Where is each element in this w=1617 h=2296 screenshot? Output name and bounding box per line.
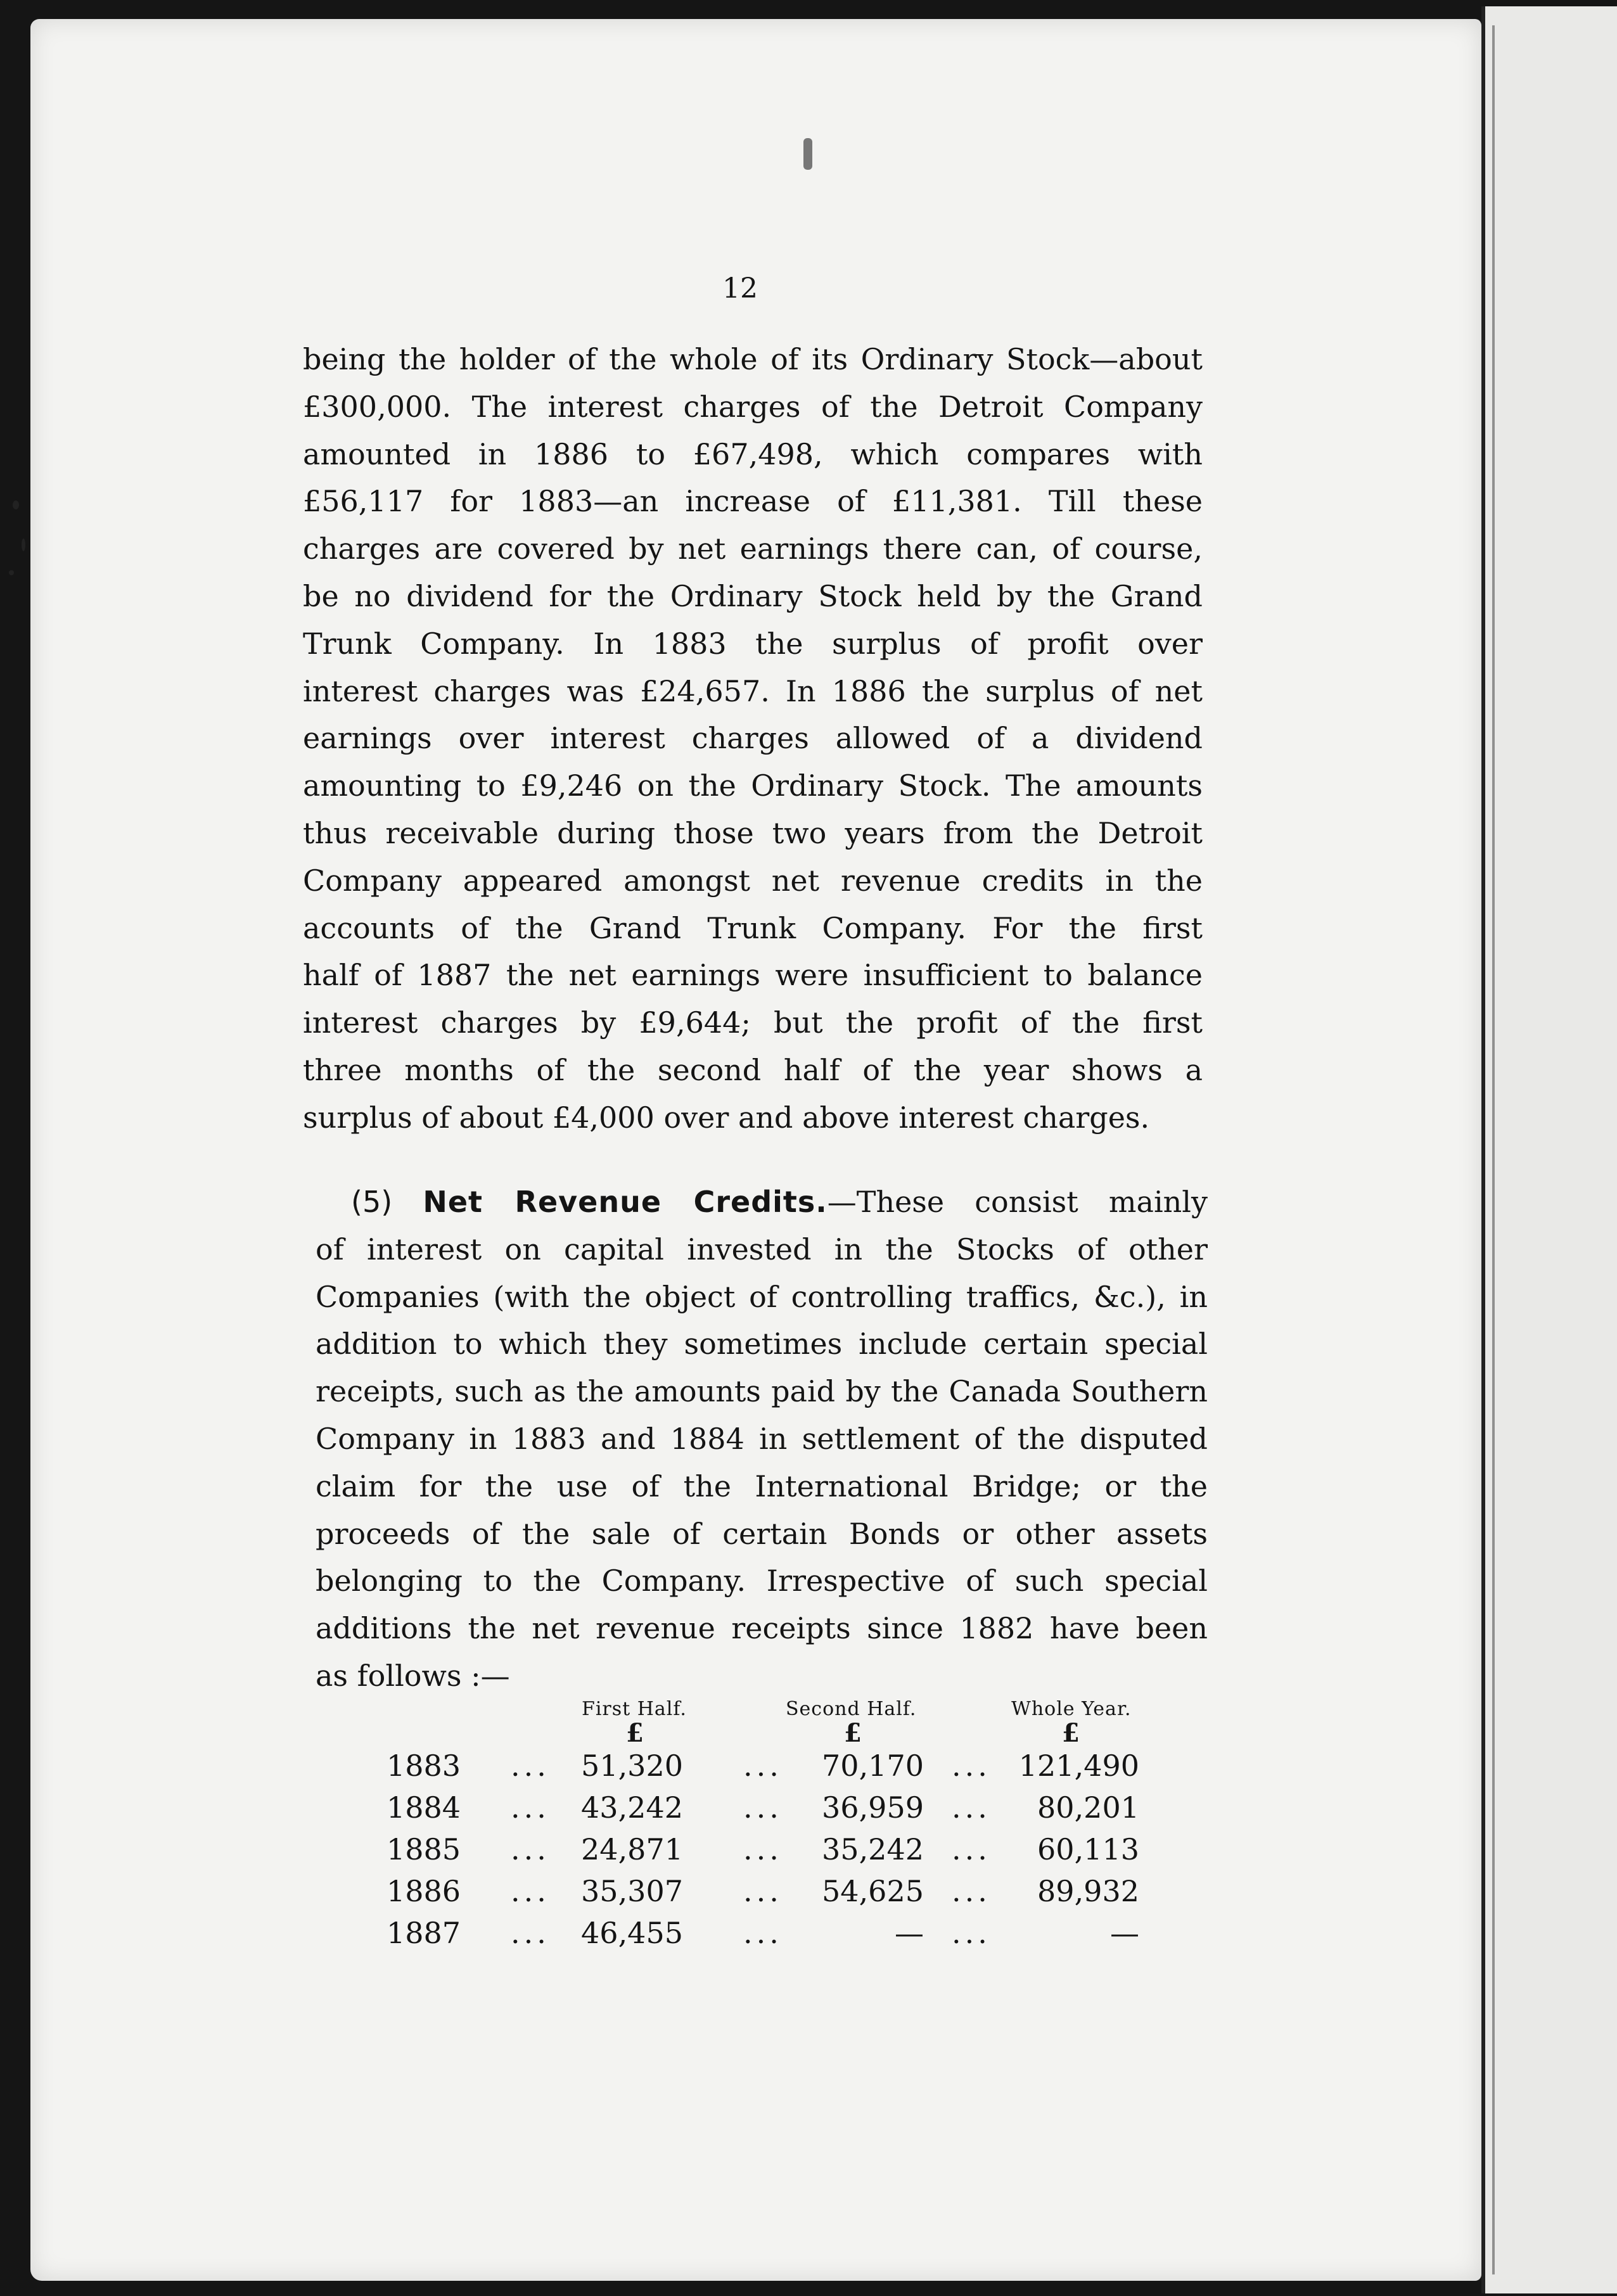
section-heading: Net Revenue Credits. xyxy=(423,1185,828,1219)
leader-dots: ... xyxy=(511,1916,550,1950)
text-line: Company appeared amongst net revenue credits in the xyxy=(303,863,1203,898)
column-header-whole-year: Whole Year. xyxy=(1011,1698,1132,1720)
section-heading-continuation: —These consist mainly xyxy=(827,1185,1208,1219)
text-line: Trunk Company. In 1883 the surplus of profit over xyxy=(303,626,1203,661)
first-half-cell: 24,871 xyxy=(581,1832,683,1866)
first-half-cell: 51,320 xyxy=(581,1749,683,1783)
year-cell: 1886 xyxy=(387,1874,461,1908)
leader-dots: ... xyxy=(511,1832,550,1866)
text-line: three months of the second half of the year shows a xyxy=(303,1052,1203,1087)
page-number: 12 xyxy=(722,272,758,305)
unit-second-half: £ xyxy=(844,1718,862,1748)
section-number: (5) xyxy=(351,1185,393,1219)
whole-year-cell: 121,490 xyxy=(1018,1749,1139,1783)
whole-year-cell: 60,113 xyxy=(1037,1832,1139,1866)
leader-dots: ... xyxy=(511,1790,550,1825)
leader-dots: ... xyxy=(743,1916,783,1950)
second-half-cell: 35,242 xyxy=(822,1832,924,1866)
year-cell: 1884 xyxy=(387,1790,461,1825)
adjacent-page-edge xyxy=(1481,6,1617,2293)
whole-year-cell: 80,201 xyxy=(1037,1790,1139,1825)
second-half-cell: — xyxy=(895,1916,924,1950)
unit-first-half: £ xyxy=(626,1718,644,1748)
text-line: additions the net revenue receipts since 1882 have been xyxy=(316,1611,1208,1646)
text-line: half of 1887 the net earnings were insufficient to balance xyxy=(303,958,1203,993)
text-line: accounts of the Grand Trunk Company. For the first xyxy=(303,910,1203,945)
text-line: interest charges by £9,644; but the profit of the first xyxy=(303,1005,1203,1040)
leader-dots: ... xyxy=(952,1874,991,1908)
leader-dots: ... xyxy=(743,1832,783,1866)
section-heading-line xyxy=(316,1178,1208,1226)
text-line: of interest on capital invested in the Stocks of other xyxy=(316,1232,1208,1266)
column-header-second-half: Second Half. xyxy=(786,1698,917,1720)
table-row xyxy=(316,1790,1215,1831)
first-half-cell: 35,307 xyxy=(581,1874,683,1908)
scan-speck xyxy=(9,570,14,575)
text-line: Company in 1883 and 1884 in settlement of the disputed xyxy=(316,1421,1208,1456)
leader-dots: ... xyxy=(952,1790,991,1825)
text-line: belonging to the Company. Irrespective of such special xyxy=(316,1564,1208,1598)
text-line: Companies (with the object of controlling traffics, &c.), in xyxy=(316,1279,1208,1314)
text-line: £300,000. The interest charges of the Detroit Company xyxy=(303,389,1203,424)
second-half-cell: 70,170 xyxy=(822,1749,924,1783)
text-line: being the holder of the whole of its Ordinary Stock—about xyxy=(303,342,1203,376)
text-line: be no dividend for the Ordinary Stock held by the Grand xyxy=(303,578,1203,613)
leader-dots: ... xyxy=(511,1874,550,1908)
text-line: thus receivable during those two years from the Detroit xyxy=(303,815,1203,850)
paragraph-net-revenue-credits xyxy=(316,1178,1208,1700)
table-row xyxy=(316,1874,1215,1915)
table-row xyxy=(316,1916,1215,1956)
text-line: interest charges was £24,657. In 1886 the surplus of net xyxy=(303,673,1203,708)
text-line: earnings over interest charges allowed of a dividend xyxy=(303,721,1203,756)
text-line: as follows :— xyxy=(316,1658,510,1693)
whole-year-cell: — xyxy=(1110,1916,1139,1950)
year-cell: 1883 xyxy=(387,1749,461,1783)
first-half-cell: 43,242 xyxy=(581,1790,683,1825)
text-line: amounted in 1886 to £67,498, which compares with xyxy=(303,437,1203,471)
paragraph-detroit-company xyxy=(303,336,1203,1142)
leader-dots: ... xyxy=(743,1874,783,1908)
leader-dots: ... xyxy=(952,1749,991,1783)
leader-dots: ... xyxy=(743,1749,783,1783)
column-header-first-half: First Half. xyxy=(582,1698,687,1720)
unit-whole-year: £ xyxy=(1062,1718,1080,1748)
scan-speck xyxy=(22,539,25,551)
leader-dots: ... xyxy=(952,1916,991,1950)
scan-speck xyxy=(13,501,19,509)
text-line: £56,117 for 1883—an increase of £11,381. Till these xyxy=(303,484,1203,519)
text-line: amounting to £9,246 on the Ordinary Stock. The amounts xyxy=(303,769,1203,803)
text-line: receipts, such as the amounts paid by the Canada Southern xyxy=(316,1374,1208,1409)
table-row xyxy=(316,1749,1215,1789)
text-line: claim for the use of the International Bridge; or the xyxy=(316,1469,1208,1503)
year-cell: 1885 xyxy=(387,1832,461,1866)
second-half-cell: 54,625 xyxy=(822,1874,924,1908)
text-line: addition to which they sometimes include certain special xyxy=(316,1327,1208,1362)
first-half-cell: 46,455 xyxy=(581,1916,683,1950)
text-line: surplus of about £4,000 over and above interest charges. xyxy=(303,1100,1150,1135)
year-cell: 1887 xyxy=(387,1916,461,1950)
second-half-cell: 36,959 xyxy=(822,1790,924,1825)
text-line: charges are covered by net earnings there can, of course, xyxy=(303,532,1203,566)
table-row xyxy=(316,1832,1215,1873)
binding-shadow xyxy=(1492,25,1495,2274)
scan-mark xyxy=(803,138,812,170)
leader-dots: ... xyxy=(511,1749,550,1783)
whole-year-cell: 89,932 xyxy=(1037,1874,1139,1908)
leader-dots: ... xyxy=(952,1832,991,1866)
text-line: proceeds of the sale of certain Bonds or other assets xyxy=(316,1516,1208,1551)
leader-dots: ... xyxy=(743,1790,783,1825)
